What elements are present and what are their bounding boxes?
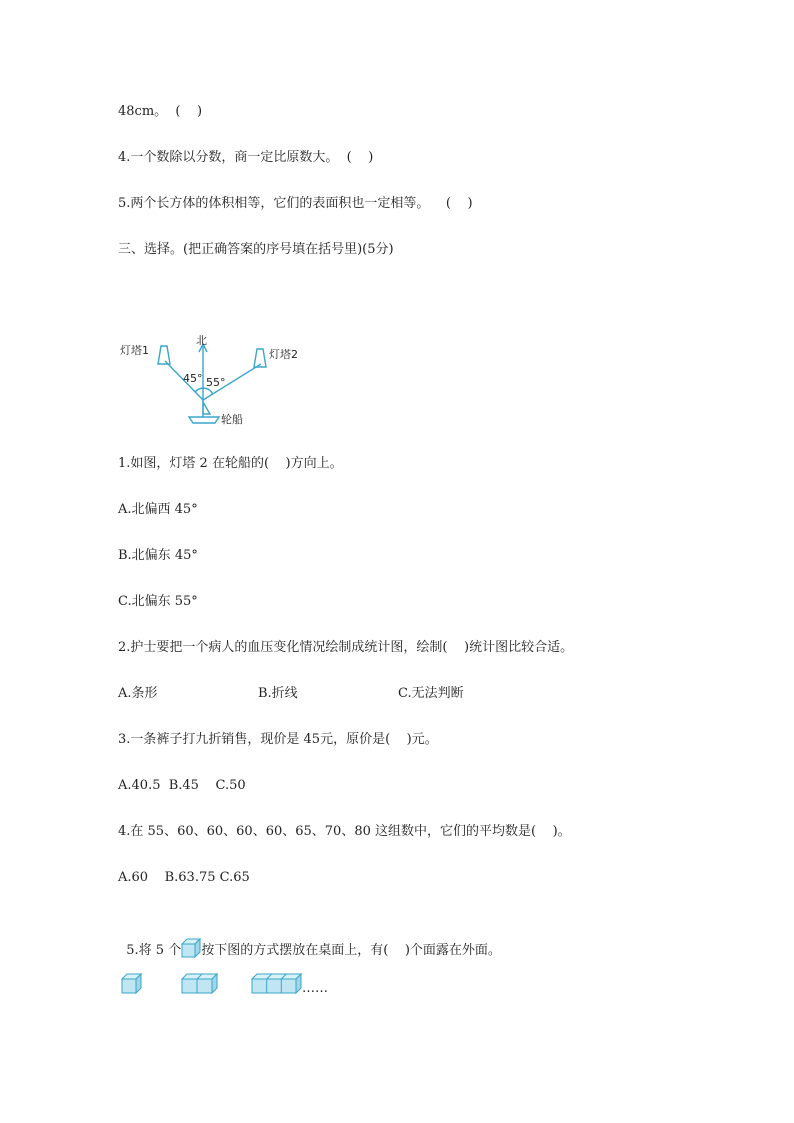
q3-stem: 3.一条裤子打九折销售，现价是 45元，原价是( )元。 <box>118 732 438 747</box>
q1-option-b: B.北偏东 45° <box>118 548 198 563</box>
q2-option-b: B.折线 <box>258 686 298 701</box>
q1-option-a: A.北偏西 45° <box>118 502 198 517</box>
lighthouse1-label: 灯塔1 <box>120 344 149 357</box>
q4-options: A.60 B.63.75 C.65 <box>118 870 250 885</box>
judge-q3-tail: 48cm。 ( ) <box>118 104 203 119</box>
q2-option-a: A.条形 <box>118 686 158 701</box>
lighthouse1-shape <box>158 346 170 364</box>
angle-left-label: 45° <box>183 372 203 385</box>
q4-stem: 4.在 55、60、60、60、60、65、70、80 这组数中，它们的平均数是( )。 <box>118 824 571 839</box>
lighthouse2-label: 灯塔2 <box>269 348 298 361</box>
q1-stem: 1.如图，灯塔 2 在轮船的( )方向上。 <box>118 456 343 471</box>
judge-q4: 4.一个数除以分数，商一定比原数大。 ( ) <box>118 150 374 165</box>
q5-stem <box>118 922 501 959</box>
cube-arrangements <box>120 972 350 996</box>
q1-option-c: C.北偏东 55° <box>118 594 198 609</box>
north-label: 北 <box>196 334 207 347</box>
q3-options: A.40.5 B.45 C.50 <box>118 778 246 793</box>
q5-stem-post: 按下图的方式摆放在桌面上，有( )个面露在外面。 <box>201 943 501 958</box>
lighthouse-figure <box>115 330 315 430</box>
angle-arc-left <box>195 388 203 392</box>
cube-icon <box>181 938 201 958</box>
q5-stem-pre: 5.将 5 个 <box>126 943 182 958</box>
ship-sail <box>203 402 210 414</box>
arrangement-3-cubes <box>252 974 301 993</box>
ship-hull <box>189 417 219 423</box>
ship-label: 轮船 <box>221 413 243 426</box>
arrangement-2-cubes <box>182 974 217 993</box>
angle-right-label: 55° <box>206 376 226 389</box>
ellipsis: …… <box>302 981 328 996</box>
arrangement-1-cube <box>122 974 141 993</box>
judge-q5: 5.两个长方体的体积相等，它们的表面积也一定相等。 ( ) <box>118 196 473 211</box>
q2-option-c: C.无法判断 <box>398 686 464 701</box>
section3-title: 三、选择。(把正确答案的序号填在括号里)(5分) <box>118 242 394 257</box>
q2-stem: 2.护士要把一个病人的血压变化情况绘制成统计图，绘制( )统计图比较合适。 <box>118 640 574 655</box>
